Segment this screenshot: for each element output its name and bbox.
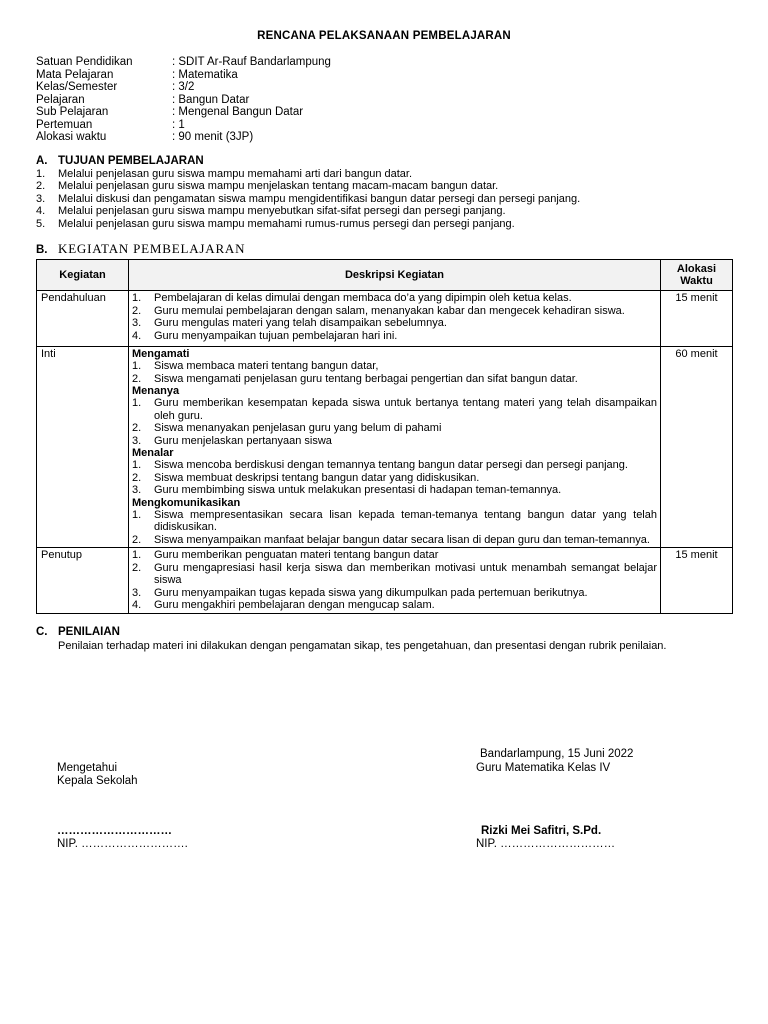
identity-row (36, 131, 331, 144)
acknowledged-label: Mengetahui (57, 762, 118, 774)
header-activity: Kegiatan (37, 260, 129, 291)
section-b-heading (36, 242, 732, 257)
step-number: 1. (132, 508, 142, 521)
activity-row (37, 347, 733, 548)
header-description: Deskripsi Kegiatan (129, 260, 661, 291)
step-number: 4. (132, 599, 142, 611)
identity-value: : Bangun Datar (172, 93, 250, 106)
activity-stage: Inti (37, 347, 129, 548)
activities-header-row (37, 260, 733, 291)
section-c-title: PENILAIAN (58, 625, 120, 638)
objective-item (36, 218, 732, 231)
step-text: Siswa mempresentasikan secara lisan kepada teman-temanya tentang bangun datar yang telah didiskusikan. (154, 508, 657, 533)
objective-number: 5. (36, 217, 46, 230)
identity-row (36, 69, 331, 82)
activity-stage: Penutup (37, 548, 129, 614)
teacher-name: Rizki Mei Safitri, S.Pd. (481, 825, 602, 837)
identity-table (36, 56, 331, 144)
activity-step (132, 484, 657, 497)
section-c-letter: C. (36, 625, 48, 638)
activity-description (129, 548, 661, 614)
identity-row (36, 94, 331, 107)
identity-label: Sub Pelajaran (36, 106, 109, 118)
document-title: RENCANA PELAKSANAAN PEMBELAJARAN (257, 30, 511, 42)
identity-value: : 90 menit (3JP) (172, 131, 254, 143)
step-number: 2. (132, 533, 142, 546)
objective-text: Melalui diskusi dan pengamatan siswa mampu mengidentifikasi bangun datar persegi dan persegi panjang. (58, 192, 581, 205)
section-b-letter: B. (36, 244, 48, 256)
step-number: 3. (132, 434, 142, 447)
objective-text: Melalui penjelasan guru siswa mampu menjelaskan tentang macam-macam bangun datar. (58, 180, 499, 192)
step-text: Siswa menanyakan penjelasan guru yang belum di pahami (154, 422, 442, 434)
identity-row (36, 106, 331, 119)
identity-row (36, 81, 331, 94)
objective-item (36, 193, 732, 206)
identity-label: Pelajaran (36, 93, 85, 106)
step-text: Siswa membaca materi tentang bangun datar, (154, 360, 379, 372)
identity-label: Mata Pelajaran (36, 68, 114, 81)
step-text: Guru memberikan kesempatan kepada siswa untuk bertanya tentang materi yang telah disampaikan oleh guru. (154, 397, 657, 422)
step-number: 2. (132, 304, 142, 317)
activity-step (132, 360, 657, 373)
step-text: Siswa mengamati penjelasan guru tentang berbagai pengertian dan sifat bangun datar. (154, 372, 578, 385)
identity-label: Pertemuan (36, 118, 93, 131)
activity-step (132, 330, 657, 343)
principal-nip: NIP. ………………………. (57, 838, 188, 850)
objective-item (36, 205, 732, 218)
activity-step (132, 599, 657, 612)
place-date: Bandarlampung, 15 Juni 2022 (480, 748, 634, 760)
objective-number: 1. (36, 167, 46, 180)
step-number: 1. (132, 292, 142, 304)
identity-row (36, 119, 331, 132)
activity-row (37, 548, 733, 614)
step-text: Guru menjelaskan pertanyaan siswa (154, 434, 332, 447)
identity-label: Kelas/Semester (36, 81, 118, 93)
objective-number: 4. (36, 205, 46, 217)
activity-substage: Mengkomunikasikan (132, 496, 241, 509)
activity-steps (132, 360, 657, 385)
activity-step (132, 562, 657, 587)
teacher-title: Guru Matematika Kelas IV (476, 762, 611, 774)
activity-steps (132, 397, 657, 447)
activity-step (132, 435, 657, 448)
activity-step (132, 422, 657, 435)
identity-label: Alokasi waktu (36, 131, 107, 143)
activity-step (132, 509, 657, 534)
step-number: 1. (132, 459, 142, 471)
objective-number: 3. (36, 192, 46, 205)
identity-value: : Mengenal Bangun Datar (172, 106, 304, 118)
activity-step (132, 317, 657, 330)
activity-step (132, 587, 657, 600)
identity-value: : Matematika (172, 68, 238, 81)
objective-text: Melalui penjelasan guru siswa mampu memahami arti dari bangun datar. (58, 167, 413, 180)
section-b-title: KEGIATAN PEMBELAJARAN (58, 241, 246, 256)
activity-time: 15 menit (661, 291, 733, 347)
activity-steps (132, 292, 657, 342)
step-number: 3. (132, 317, 142, 329)
activity-description (129, 291, 661, 347)
activity-step (132, 472, 657, 485)
activity-step (132, 459, 657, 472)
activity-row (37, 291, 733, 347)
section-a-heading (36, 155, 732, 168)
step-text: Guru memulai pembelajaran dengan salam, menanyakan kabar dan mengecek kehadiran siswa. (154, 304, 625, 317)
objective-text: Melalui penjelasan guru siswa mampu memahami rumus-rumus persegi dan persegi panjang. (58, 217, 515, 230)
step-number: 1. (132, 397, 142, 409)
identity-value: : SDIT Ar-Rauf Bandarlampung (172, 56, 331, 68)
activity-step (132, 373, 657, 386)
step-text: Siswa menyampaikan manfaat belajar bangun datar secara lisan di depan guru dan teman-temannya. (154, 533, 650, 546)
activity-substage: Mengamati (132, 348, 190, 360)
step-number: 3. (132, 484, 142, 496)
step-text: Guru memberikan penguatan materi tentang bangun datar (154, 549, 439, 561)
activity-substage: Menalar (132, 447, 174, 459)
step-text: Pembelajaran di kelas dimulai dengan membaca do’a yang dipimpin oleh ketua kelas. (154, 292, 572, 304)
step-number: 4. (132, 329, 142, 342)
header-time: Alokasi Waktu (661, 260, 733, 291)
step-text: Guru membimbing siswa untuk melakukan presentasi di hadapan teman-temannya. (154, 484, 562, 496)
identity-value: : 3/2 (172, 81, 195, 93)
activity-step (132, 292, 657, 305)
activity-steps (132, 459, 657, 497)
step-text: Siswa membuat deskripsi tentang bangun datar yang didiskusikan. (154, 471, 480, 484)
step-number: 2. (132, 561, 142, 574)
objective-text: Melalui penjelasan guru siswa mampu menyebutkan sifat-sifat persegi dan persegi panjang. (58, 205, 506, 217)
principal-name-placeholder: ………………………… (57, 825, 172, 837)
assessment-text: Penilaian terhadap materi ini dilakukan dengan pengamatan sikap, tes pengetahuan, dan presentasi dengan rubrik penilaian. (58, 639, 667, 652)
step-text: Guru menyampaikan tugas kepada siswa yang dikumpulkan pada pertemuan berikutnya. (154, 586, 588, 599)
step-number: 2. (132, 372, 142, 385)
teacher-nip: NIP. ………………………… (476, 838, 616, 850)
objectives-list (36, 168, 732, 231)
step-text: Siswa mencoba berdiskusi dengan temannya tentang bangun datar persegi dan persegi panjang. (154, 459, 628, 471)
step-text: Guru mengapresiasi hasil kerja siswa dan memberikan motivasi untuk menambah semangat belajar siswa (154, 561, 657, 586)
step-text: Guru mengakhiri pembelajaran dengan mengucap salam. (154, 599, 435, 611)
activity-description (129, 347, 661, 548)
identity-label: Satuan Pendidikan (36, 56, 133, 68)
identity-row (36, 56, 331, 69)
activity-time: 60 menit (661, 347, 733, 548)
activity-stage: Pendahuluan (37, 291, 129, 347)
activity-steps (132, 509, 657, 547)
activity-time: 15 menit (661, 548, 733, 614)
activity-step (132, 305, 657, 318)
objective-number: 2. (36, 180, 46, 192)
section-a-letter: A. (36, 154, 48, 167)
step-number: 2. (132, 422, 142, 434)
objective-item (36, 180, 732, 193)
activity-step (132, 549, 657, 562)
identity-value: : 1 (172, 118, 185, 131)
activity-step (132, 534, 657, 547)
activity-steps (132, 549, 657, 612)
step-number: 1. (132, 549, 142, 561)
section-a-title: TUJUAN PEMBELAJARAN (58, 154, 204, 167)
step-text: Guru menyampaikan tujuan pembelajaran hari ini. (154, 329, 398, 342)
objective-item (36, 168, 732, 181)
step-number: 2. (132, 471, 142, 484)
step-number: 1. (132, 360, 142, 372)
activity-step (132, 397, 657, 422)
activities-table (36, 259, 733, 614)
activity-substage: Menanya (132, 385, 180, 397)
section-c-heading (36, 626, 732, 639)
principal-title: Kepala Sekolah (57, 775, 138, 787)
step-text: Guru mengulas materi yang telah disampaikan sebelumnya. (154, 317, 447, 329)
step-number: 3. (132, 586, 142, 599)
